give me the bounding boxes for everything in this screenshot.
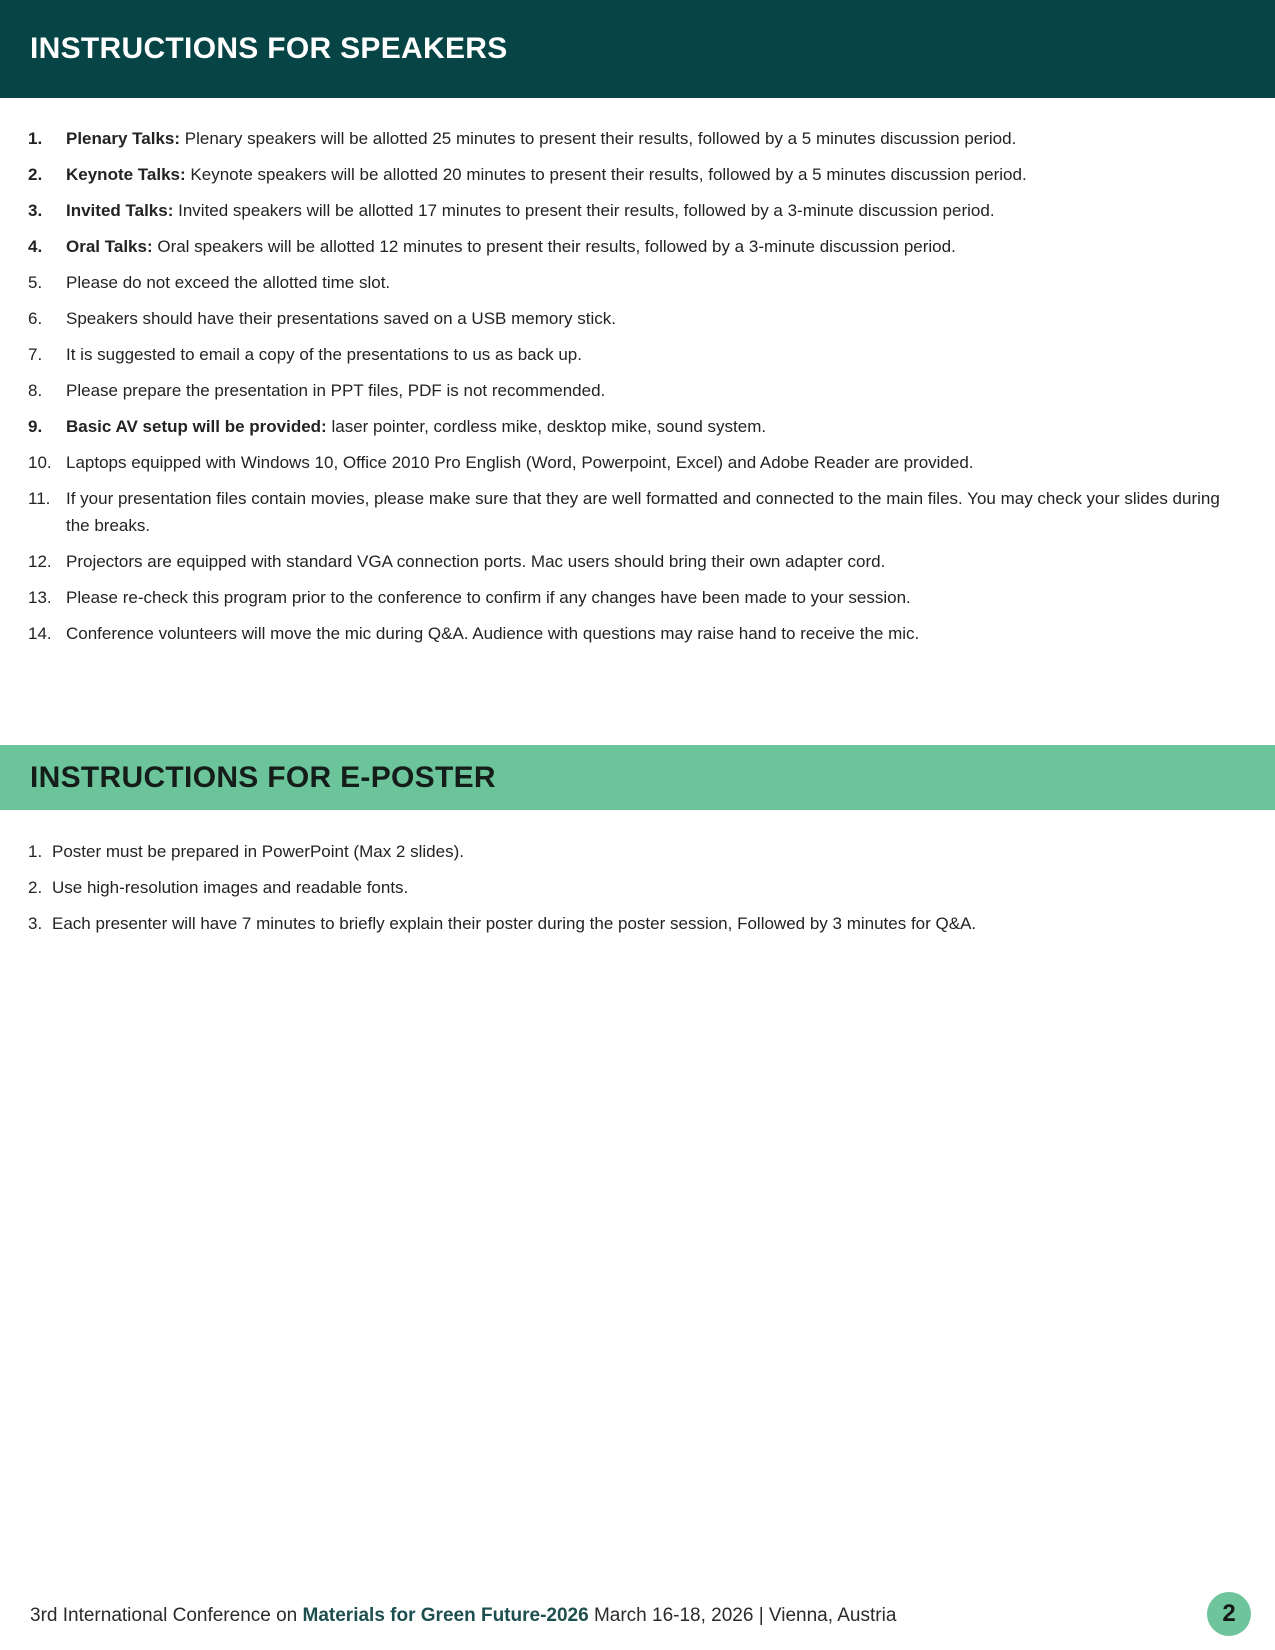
item-text [52,874,1245,901]
page-number-badge [1207,1592,1251,1636]
item-text [52,838,1245,865]
item-number: 7. [28,345,43,364]
item-number: 1. [28,129,43,148]
item-text [66,485,1245,539]
item-text [66,341,1245,368]
list-item [28,449,1245,476]
item-text [66,161,1245,188]
list-item [28,269,1245,296]
item-lead: Invited Talks: [66,201,174,220]
item-number: 11. [28,489,51,508]
item-body: Oral speakers will be allotted 12 minutes to present their results, followed by a 3-minute discussion period. [152,237,956,256]
item-number: 5. [28,273,43,292]
list-item [28,838,1245,865]
item-lead: Plenary Talks: [66,129,181,148]
item-body: Plenary speakers will be allotted 25 minutes to present their results, followed by a 5 minutes discussion period. [180,129,1017,148]
list-item [28,125,1245,152]
item-body: Invited speakers will be allotted 17 minutes to present their results, followed by a 3-minute discussion period. [173,201,995,220]
item-body: If your presentation files contain movies, please make sure that they are well formatted and connected to the main files. You may check your slides during the breaks. [66,489,1220,535]
list-item [28,197,1245,224]
item-body: Speakers should have their presentations saved on a USB memory stick. [66,309,616,328]
item-text [66,584,1245,611]
item-text [66,269,1245,296]
item-number: 1. [28,842,43,861]
eposter-section-banner [0,745,1275,810]
item-text [66,620,1245,647]
page-number: 2 [1222,1600,1236,1627]
list-item [28,413,1245,440]
item-text [66,125,1245,152]
item-number: 13. [28,588,52,607]
item-body: Use high-resolution images and readable fonts. [52,878,409,897]
item-body: Conference volunteers will move the mic during Q&A. Audience with questions may raise hand to receive the mic. [66,624,920,643]
item-text [66,233,1245,260]
list-item [28,485,1245,539]
item-text [66,197,1245,224]
item-number: 3. [28,201,43,220]
item-body: Laptops equipped with Windows 10, Office 2010 Pro English (Word, Powerpoint, Excel) and Adobe Reader are provided. [66,453,974,472]
item-number: 8. [28,381,43,400]
item-text [52,910,1245,937]
item-body: It is suggested to email a copy of the presentations to us as back up. [66,345,582,364]
item-body: laser pointer, cordless mike, desktop mike, sound system. [326,417,767,436]
footer [30,1602,896,1629]
list-item [28,161,1245,188]
item-lead: Keynote Talks: [66,165,186,184]
item-number: 2. [28,878,43,897]
item-lead: Basic AV setup will be provided: [66,417,327,436]
footer-conference-prefix: 3rd International Conference on [30,1605,303,1626]
item-number: 12. [28,552,52,571]
item-body: Each presenter will have 7 minutes to briefly explain their poster during the poster session, Followed by 3 minutes for Q&A. [52,914,977,933]
list-item [28,548,1245,575]
list-item [28,620,1245,647]
item-body: Keynote speakers will be allotted 20 minutes to present their results, followed by a 5 minutes discussion period. [185,165,1027,184]
item-body: Please do not exceed the allotted time slot. [66,273,391,292]
list-item [28,341,1245,368]
item-number: 2. [28,165,43,184]
item-lead: Oral Talks: [66,237,153,256]
footer-conference-dates: March 16-18, 2026 | Vienna, Austria [588,1605,897,1626]
item-text [66,548,1245,575]
item-text [66,377,1245,404]
eposter-instructions-list [28,838,1245,946]
item-body: Poster must be prepared in PowerPoint (Max 2 slides). [52,842,464,861]
item-number: 6. [28,309,43,328]
item-number: 14. [28,624,52,643]
item-body: Please prepare the presentation in PPT files, PDF is not recommended. [66,381,606,400]
item-number: 4. [28,237,43,256]
item-body: Projectors are equipped with standard VGA connection ports. Mac users should bring their own adapter cord. [66,552,886,571]
speakers-section-title: INSTRUCTIONS FOR SPEAKERS [30,32,508,65]
item-number: 9. [28,417,43,436]
item-number: 10. [28,453,52,472]
speakers-instructions-list [28,125,1245,656]
eposter-section-title: INSTRUCTIONS FOR E-POSTER [30,760,496,794]
list-item [28,233,1245,260]
list-item [28,584,1245,611]
list-item [28,910,1245,937]
item-body: Please re-check this program prior to the conference to confirm if any changes have been made to your session. [66,588,911,607]
footer-conference-name: Materials for Green Future-2026 [302,1605,589,1626]
item-number: 3. [28,914,43,933]
list-item [28,874,1245,901]
item-text [66,305,1245,332]
list-item [28,305,1245,332]
list-item [28,377,1245,404]
item-text [66,413,1245,440]
item-text [66,449,1245,476]
speakers-section-banner [0,0,1275,98]
